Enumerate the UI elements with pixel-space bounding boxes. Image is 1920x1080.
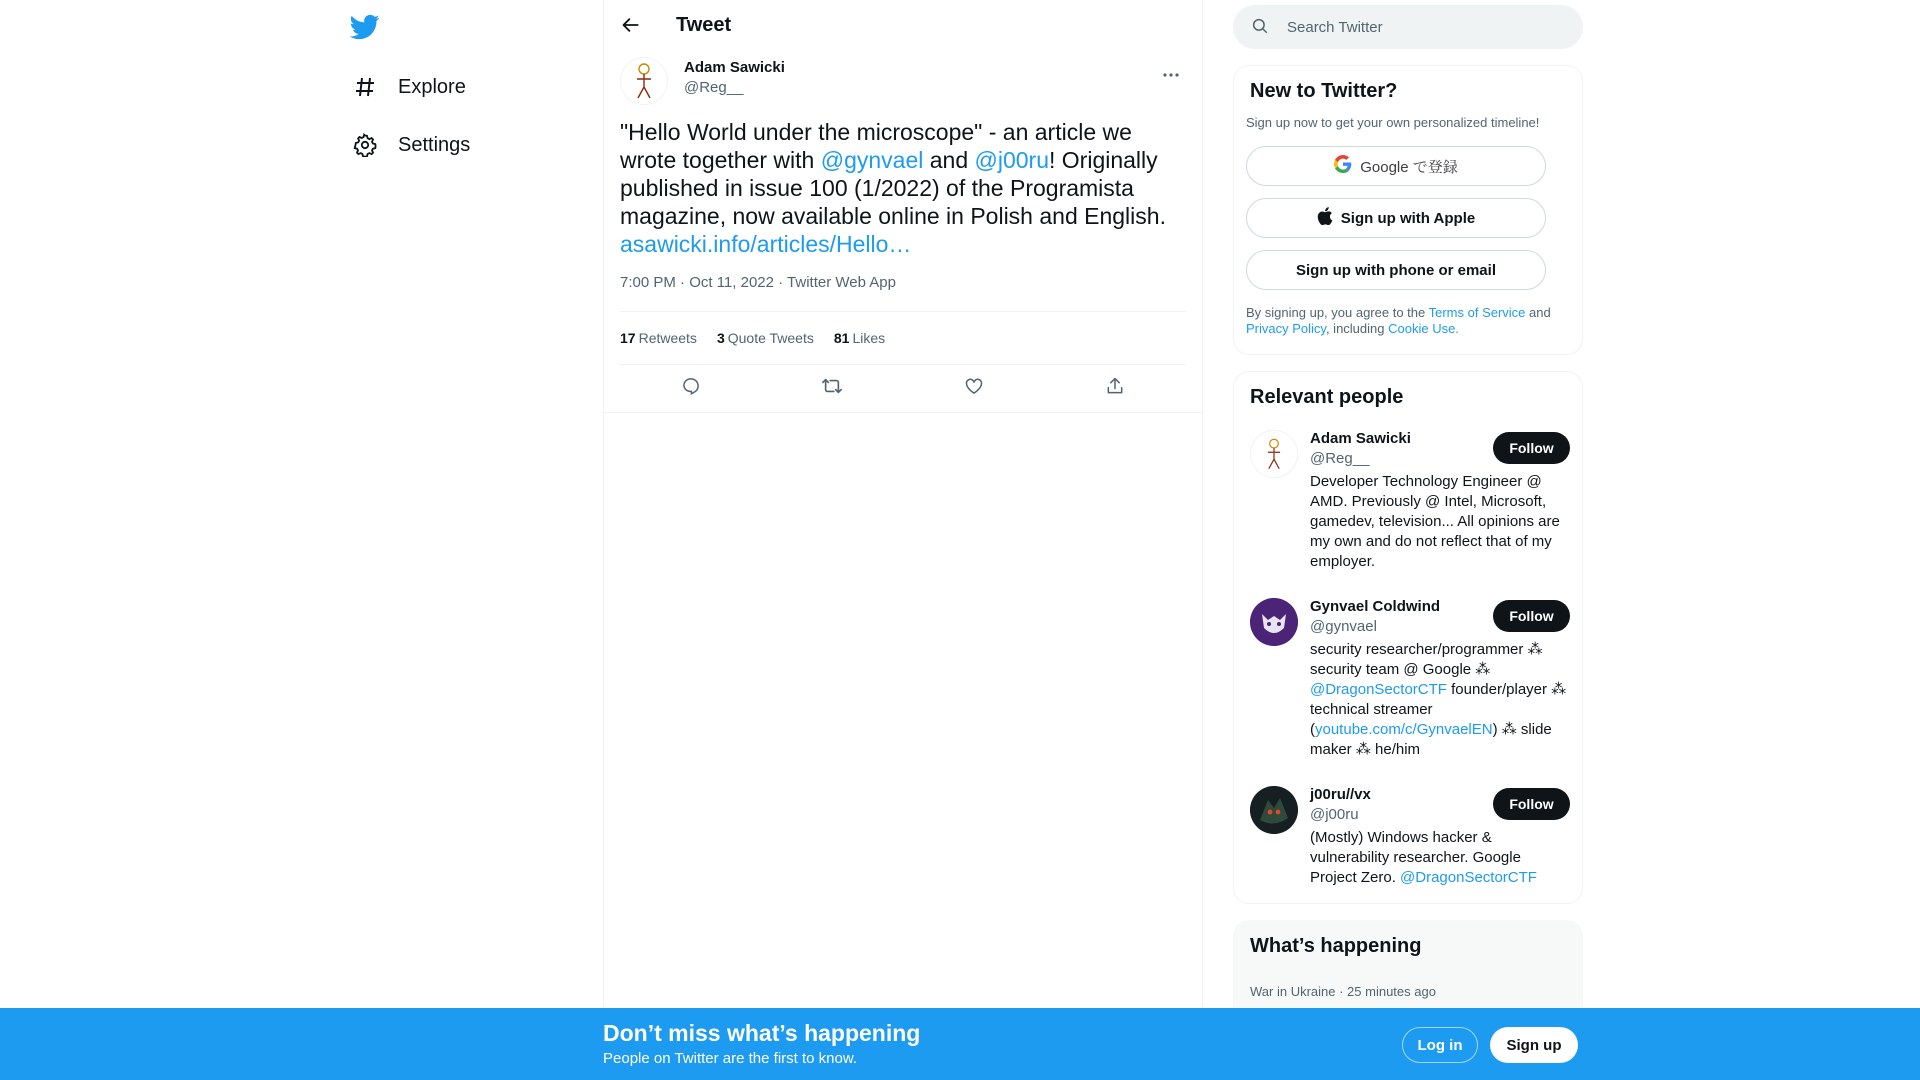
twitter-bird-icon[interactable] (350, 12, 380, 42)
avatar[interactable] (1250, 430, 1298, 478)
avatar[interactable] (1250, 786, 1298, 834)
card-title: Relevant people (1250, 386, 1404, 408)
trend-topic: War in Ukraine (1250, 984, 1336, 999)
phone-email-signup-label: Sign up with phone or email (1295, 261, 1496, 279)
google-icon (1334, 155, 1352, 177)
follow-button[interactable]: Follow (1493, 788, 1570, 820)
person-bio (1310, 828, 1570, 888)
more-options-button[interactable] (1156, 59, 1186, 89)
tweet-text-part: and (923, 147, 975, 173)
bio-link[interactable]: @DragonSectorCTF (1400, 869, 1537, 886)
back-button[interactable] (614, 10, 648, 44)
tweet-actions (620, 366, 1186, 410)
nav-settings[interactable] (340, 120, 482, 170)
tweet-text (620, 118, 1186, 258)
login-button[interactable]: Log in (1402, 1027, 1478, 1063)
share-icon (1105, 376, 1125, 401)
tweet-text-part: "Hello World under the microscope" - an article we wrote together with (620, 119, 1132, 173)
mention-link[interactable]: @j00ru (974, 147, 1049, 173)
tweet-header (604, 0, 1202, 53)
card-title: What’s happening (1250, 935, 1422, 957)
heart-icon (964, 376, 984, 401)
likes-stat[interactable] (834, 330, 885, 346)
nav-settings-label: Settings (398, 133, 471, 156)
quote-tweets-stat[interactable] (717, 330, 814, 346)
terms-part: and (1525, 305, 1551, 320)
arrow-left-icon (621, 15, 641, 40)
bio-part: founder/player ⁂ technical streamer ( (1310, 681, 1567, 738)
bio-part: (Mostly) Windows hacker & vulnerability researcher. Google Project Zero. (1310, 829, 1521, 886)
apple-icon (1317, 207, 1333, 229)
quotes-label: Quote Tweets (727, 330, 814, 346)
divider (604, 412, 1202, 413)
person-bio (1310, 640, 1570, 760)
terms-text (1246, 305, 1566, 337)
signup-button[interactable]: Sign up (1490, 1027, 1578, 1063)
reply-icon (681, 376, 701, 401)
gear-icon (352, 132, 378, 158)
retweet-button[interactable] (815, 371, 849, 405)
search-icon (1251, 17, 1271, 37)
apple-signup-label: Sign up with Apple (1340, 209, 1476, 227)
person-handle[interactable]: @j00ru (1310, 806, 1359, 823)
person-bio: Developer Technology Engineer @ AMD. Previously @ Intel, Microsoft, gamedev, television... All opinions are my own and do not reflect that of my employer. (1310, 473, 1560, 570)
signup-banner (0, 1008, 1920, 1080)
card-title: New to Twitter? (1250, 80, 1398, 102)
trend-item[interactable] (1250, 984, 1436, 999)
card-subtitle: Sign up now to get your own personalized timeline! (1246, 115, 1540, 130)
privacy-policy-link[interactable]: Privacy Policy (1246, 321, 1326, 336)
bio-part: ) ⁂ slide maker ⁂ he/him (1310, 721, 1552, 758)
main-column (603, 0, 1203, 1080)
person-name[interactable]: Adam Sawicki (1310, 430, 1411, 447)
author-handle[interactable]: @Reg__ (684, 79, 744, 96)
search-box[interactable] (1233, 5, 1583, 49)
new-to-twitter-card (1233, 65, 1583, 355)
terms-of-service-link[interactable]: Terms of Service (1428, 305, 1526, 320)
bio-link[interactable]: @DragonSectorCTF (1310, 681, 1447, 698)
page-title: Tweet (676, 14, 732, 36)
person-name[interactable]: Gynvael Coldwind (1310, 598, 1441, 615)
bio-link[interactable]: youtube.com/c/GynvaelEN (1315, 721, 1493, 738)
apple-signup-button[interactable] (1246, 198, 1546, 238)
google-signup-button[interactable] (1246, 146, 1546, 186)
person-handle[interactable]: @gynvael (1310, 618, 1377, 635)
follow-button[interactable]: Follow (1493, 600, 1570, 632)
avatar[interactable] (620, 57, 668, 105)
tweet-text-part: ! Originally published in issue 100 (1/2022) of the Programista magazine, now available online in Polish and English. (620, 147, 1166, 229)
retweet-icon (821, 376, 843, 401)
search-input[interactable] (1287, 19, 1557, 36)
tweet-timestamp[interactable]: 7:00 PM · Oct 11, 2022 · Twitter Web App (620, 274, 896, 291)
google-signup-label: Google で登録 (1360, 158, 1458, 176)
bio-part: security researcher/programmer ⁂ security team @ Google ⁂ (1310, 641, 1543, 678)
follow-button[interactable]: Follow (1493, 432, 1570, 464)
like-button[interactable] (957, 371, 991, 405)
relevant-people-card (1233, 371, 1583, 904)
trend-time: 25 minutes ago (1347, 984, 1436, 999)
banner-subtitle: People on Twitter are the first to know. (603, 1050, 858, 1067)
tweet-author (620, 57, 1186, 105)
banner-title: Don’t miss what’s happening (603, 1020, 921, 1046)
tweet-stats (620, 312, 905, 364)
hashtag-icon (352, 74, 378, 100)
reply-button[interactable] (674, 371, 708, 405)
retweets-label: Retweets (638, 330, 697, 346)
share-button[interactable] (1098, 371, 1132, 405)
retweets-stat[interactable] (620, 330, 697, 346)
avatar[interactable] (1250, 598, 1298, 646)
quotes-count: 3 (716, 330, 725, 346)
person-handle[interactable]: @Reg__ (1310, 450, 1370, 467)
likes-count: 81 (833, 330, 850, 346)
retweets-count: 17 (620, 330, 636, 346)
person-name[interactable]: j00ru//vx (1310, 786, 1371, 803)
author-name[interactable]: Adam Sawicki (684, 59, 785, 76)
terms-part: By signing up, you agree to the (1246, 305, 1429, 320)
nav-explore-label: Explore (398, 75, 466, 98)
terms-part: , including (1325, 321, 1389, 336)
cookie-use-link[interactable]: Cookie Use. (1388, 321, 1459, 336)
more-dots-icon (1162, 65, 1180, 83)
phone-email-signup-button[interactable] (1246, 250, 1546, 290)
trend-separator: · (1335, 984, 1348, 999)
nav-explore[interactable] (340, 62, 478, 112)
mention-link[interactable]: @gynvael (820, 147, 924, 173)
likes-label: Likes (852, 330, 886, 346)
divider (620, 364, 1186, 365)
article-link[interactable]: asawicki.info/articles/Hello… (620, 231, 912, 257)
